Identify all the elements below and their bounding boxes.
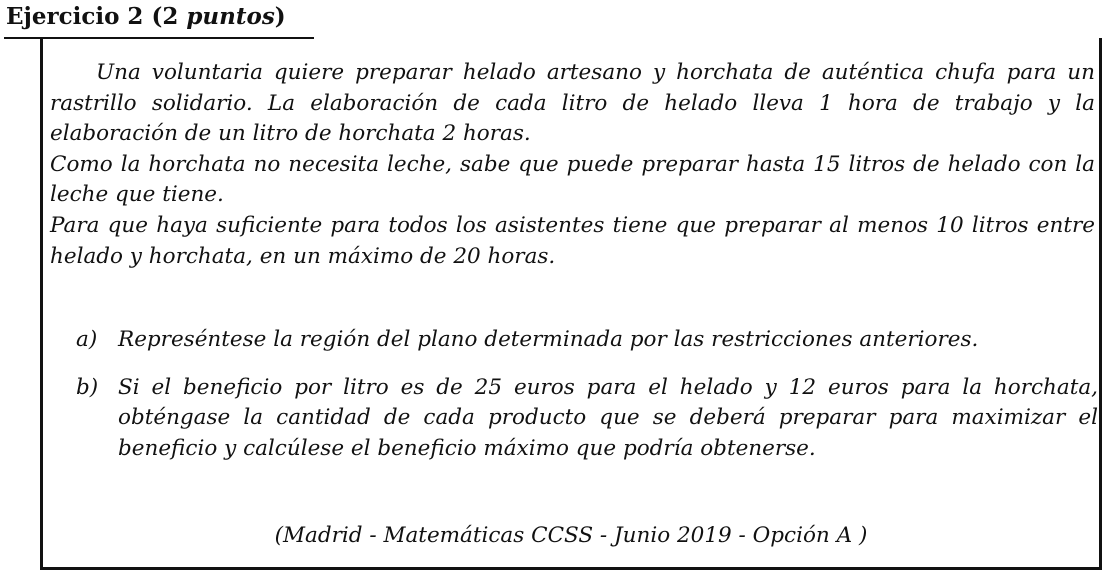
exercise-title [6,2,290,32]
question-label: b) [76,374,99,400]
statement-paragraph-3: Para que haya suficiente para todos los asistentes tiene que preparar al menos 10 litros entre helado y horchata, en un máximo de 20 horas. [50,212,1095,269]
question-list [76,325,1098,481]
question-item-a [76,325,1098,356]
exam-source: (Madrid - Matemáticas CCSS - Junio 2019 - Opción A ) [274,523,868,548]
statement-paragraph-2: Como la horchata no necesita leche, sabe que puede preparar hasta 15 litros de helado con la leche que tiene. [50,151,1095,208]
statement-paragraph-1: Una voluntaria quiere preparar helado artesano y horchata de auténtica chufa para un rastrillo solidario. La elaboración de cada litro de helado lleva 1 hora de trabajo y la elaboración de un litro de horchata 2 horas. [50,60,1095,147]
question-item-b [76,373,1098,465]
exercise-title-suffix: ) [274,3,286,30]
question-label: a) [76,327,98,352]
exercise-title-points: puntos [186,3,275,30]
problem-statement [50,58,1095,272]
question-text: Si el beneficio por litro es de 25 euros para el helado y 12 euros para la horchata, obténgase la cantidad de cada producto que se deberá preparar para maximizar el beneficio y calcúlese el beneficio máximo que podría obtenerse. [118,374,1098,461]
question-text: Represéntese la región del plano determinada por las restricciones anteriores. [118,327,979,352]
exercise-title-prefix: Ejercicio 2 (2 [6,3,187,30]
